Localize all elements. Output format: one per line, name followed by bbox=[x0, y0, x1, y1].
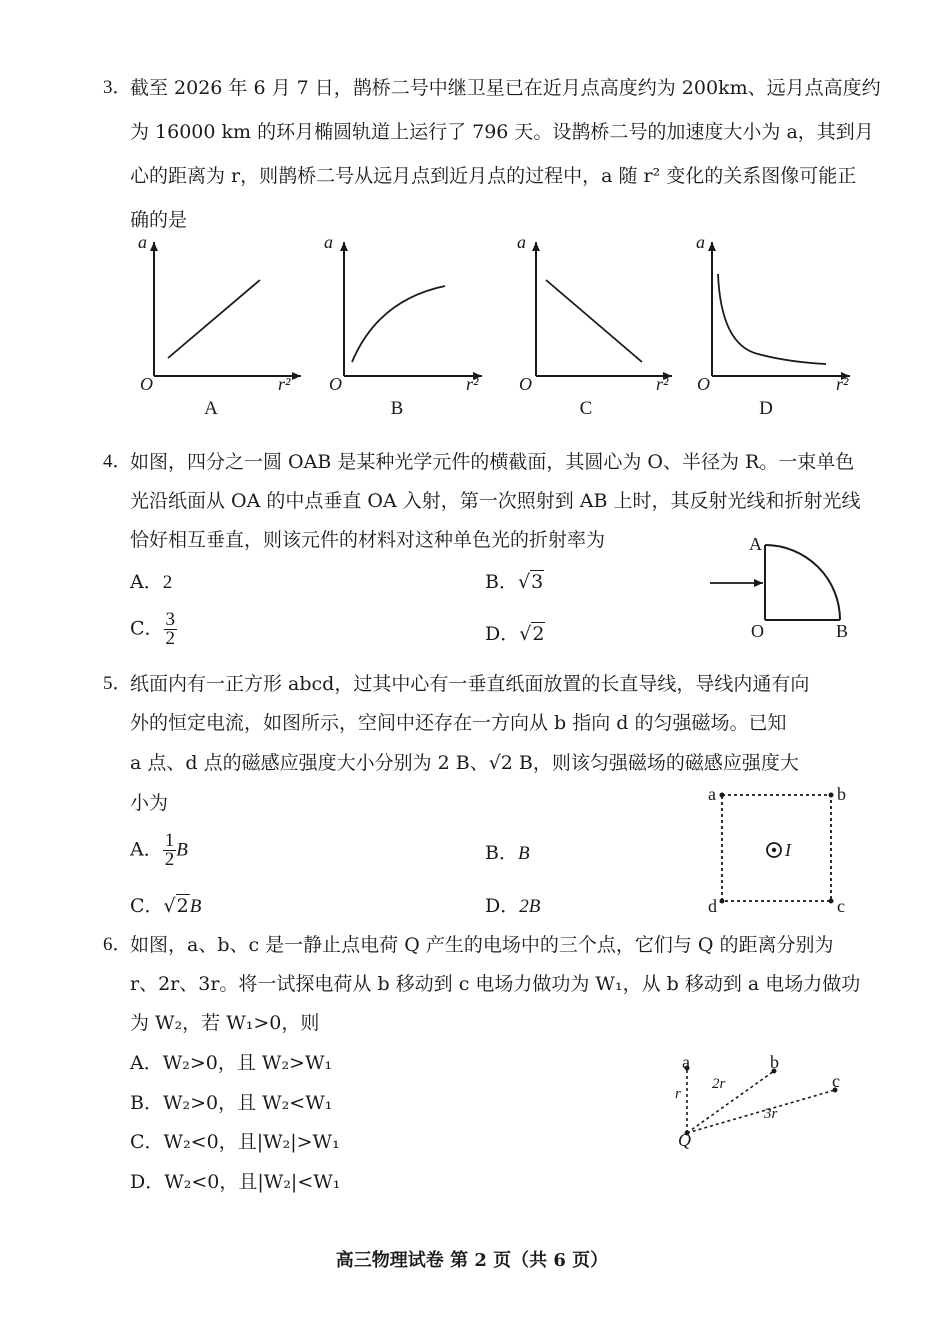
page-footer: 高三物理试卷 第 2 页（共 6 页） bbox=[335, 1250, 609, 1271]
question-4-option-c[interactable]: C． $\frac{3}{2}$ bbox=[130, 609, 176, 649]
question-5-option-a[interactable]: A． $\frac{1}{2}$ B bbox=[130, 830, 188, 870]
question-4-line-3: 恰好相互垂直，则该元件的材料对这种单色光的折射率为 bbox=[130, 529, 606, 551]
graph-b-origin: O bbox=[329, 374, 342, 394]
question-4-number: 4． bbox=[103, 451, 132, 472]
graph-b-letter: B bbox=[390, 398, 404, 419]
diagram-point-o: O bbox=[751, 621, 764, 641]
question-6-line-2: r、2r、3r。将一试探电荷从 b 移动到 c 电场力做功为 W₁，从 b 移动到 a 电场力做功 bbox=[130, 973, 861, 995]
graph-d-letter: D bbox=[759, 398, 773, 419]
question-3-line-3: 心的距离为 r，则鹊桥二号从远月点到近月点的过程中，a 随 r² 变化的关系图像可能正 bbox=[130, 165, 857, 187]
graph-a-y-label: a bbox=[138, 232, 147, 252]
question-3-line-2: 为 16000 km 的环月椭圆轨道上运行了 796 天。设鹊桥二号的加速度大小为 a，其到月 bbox=[130, 121, 874, 143]
question-5-option-d[interactable]: D．2B bbox=[485, 895, 541, 917]
graph-a-curve bbox=[168, 280, 260, 358]
square-point-d: d bbox=[708, 896, 717, 916]
graph-d-origin: O bbox=[697, 374, 710, 394]
diagram-point-b: B bbox=[836, 621, 849, 641]
question-5-line-2: 外的恒定电流，如图所示，空间中还存在一方向从 b 指向 d 的匀强磁场。已知 bbox=[130, 712, 787, 734]
graph-b-x-label: r² bbox=[466, 374, 479, 394]
graph-d-y-label: a bbox=[696, 232, 705, 252]
question-5-number: 5． bbox=[103, 673, 132, 694]
square-point-b: b bbox=[837, 784, 846, 804]
graph-a-origin: O bbox=[140, 374, 153, 394]
diagram-point-a: A bbox=[749, 534, 762, 554]
question-6-number: 6． bbox=[103, 934, 132, 955]
question-4-option-a[interactable]: A．2 bbox=[130, 571, 173, 593]
question-5-line-3: a 点、d 点的磁感应强度大小分别为 2 B、√2 B，则该匀强磁场的磁感应强度大 bbox=[130, 752, 799, 774]
charge-point-a: a bbox=[682, 1052, 690, 1072]
fraction: $\frac{1}{2}$ bbox=[164, 830, 175, 870]
square-point-a: a bbox=[708, 784, 716, 804]
graph-c-origin: O bbox=[519, 374, 532, 394]
question-5-line-4: 小为 bbox=[130, 792, 169, 814]
graph-c-curve bbox=[546, 280, 642, 362]
current-label: I bbox=[785, 840, 791, 860]
charge-point-b: b bbox=[770, 1052, 779, 1072]
graph-d-plot bbox=[688, 230, 858, 400]
question-6-option-a[interactable]: A．W₂>0，且 W₂>W₁ bbox=[130, 1052, 333, 1074]
question-5-option-b[interactable]: B．B bbox=[485, 842, 530, 864]
distance-2r-label: 2r bbox=[712, 1076, 726, 1092]
question-6-option-d[interactable]: D．W₂<0，且|W₂|<W₁ bbox=[130, 1171, 341, 1193]
question-5-line-1: 纸面内有一正方形 abcd，过其中心有一垂直纸面放置的长直导线，导线内通有向 bbox=[130, 673, 810, 695]
graph-c-y-label: a bbox=[517, 232, 526, 252]
question-4-option-b[interactable]: B．√3 bbox=[485, 571, 544, 593]
question-4-line-2: 光沿纸面从 OA 的中点垂直 OA 入射，第一次照射到 AB 上时，其反射光线和折射光线 bbox=[130, 490, 861, 512]
question-6-line-1: 如图，a、b、c 是一静止点电荷 Q 产生的电场中的三个点，它们与 Q 的距离分别为 bbox=[130, 934, 834, 956]
question-3-line-4: 确的是 bbox=[130, 209, 188, 231]
graph-b-plot bbox=[318, 230, 488, 400]
question-4-option-d[interactable]: D．√2 bbox=[485, 623, 545, 645]
square-abcd-diagram bbox=[712, 788, 842, 910]
question-6-option-b[interactable]: B．W₂>0，且 W₂<W₁ bbox=[130, 1092, 333, 1114]
graph-a-x-label: r² bbox=[278, 374, 291, 394]
graph-c-letter: C bbox=[579, 398, 593, 419]
fraction: $\frac{3}{2}$ bbox=[165, 609, 176, 649]
graph-b-y-label: a bbox=[324, 232, 333, 252]
question-6-line-3: 为 W₂，若 W₁>0，则 bbox=[130, 1012, 320, 1034]
graph-d-x-label: r² bbox=[836, 374, 849, 394]
question-6-option-c[interactable]: C．W₂<0，且|W₂|>W₁ bbox=[130, 1131, 340, 1153]
question-5-option-c[interactable]: C．√2B bbox=[130, 895, 202, 917]
quarter-circle-diagram bbox=[705, 535, 855, 635]
question-3-number: 3． bbox=[103, 77, 132, 98]
distance-r-label: r bbox=[675, 1086, 681, 1102]
square-point-c: c bbox=[837, 896, 845, 916]
question-4-line-1: 如图，四分之一圆 OAB 是某种光学元件的横截面，其圆心为 O、半径为 R。一束单色 bbox=[130, 451, 855, 473]
question-3-line-1: 截至 2026 年 6 月 7 日，鹊桥二号中继卫星已在近月点高度约为 200km、远月点高度约 bbox=[130, 77, 881, 99]
distance-3r-label: 3r bbox=[764, 1106, 778, 1122]
charge-q-label: Q bbox=[678, 1130, 691, 1150]
graph-d-curve bbox=[718, 274, 826, 364]
charge-point-c: c bbox=[832, 1071, 840, 1091]
graph-c-plot bbox=[508, 230, 678, 400]
graph-a-letter: A bbox=[204, 398, 218, 419]
graph-b-curve bbox=[352, 286, 445, 362]
graph-c-x-label: r² bbox=[656, 374, 669, 394]
